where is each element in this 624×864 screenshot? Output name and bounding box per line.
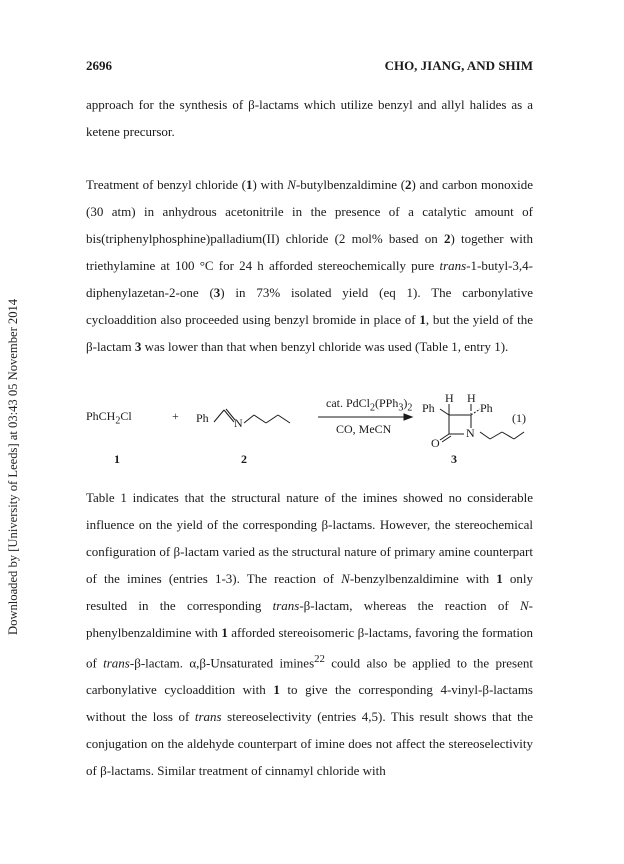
italic-trans: trans [194, 709, 222, 725]
compound-ref: 2 [405, 177, 412, 192]
text-run: was lower than that when benzyl chloride was used (Table 1, entry 1). [141, 339, 509, 354]
formula-part: (PPh [375, 396, 399, 410]
text-run: ) and carbon monoxide (30 atm) in anhydrous acetonitrile in the presence of a catalytic amount of bis(triphenylphosphine)palladium(II) chloride (2 mol% based on [86, 177, 533, 246]
download-watermark [5, 165, 21, 635]
text-run: could also be applied to the present carbonylative cycloaddition with [86, 655, 533, 698]
subscript: 2 [115, 415, 121, 427]
scheme-bonds [86, 378, 533, 468]
text-run: -butylbenzaldimine ( [295, 177, 406, 192]
text-run: -β-lactam, whereas the reaction of [299, 598, 520, 613]
reagent-catalyst [326, 396, 412, 415]
italic-trans: trans [439, 258, 467, 273]
subscript: 3 [398, 402, 404, 414]
italic-n: N [287, 177, 296, 192]
compound-ref: 1 [273, 682, 280, 698]
subscript: 2 [370, 402, 375, 414]
formula-part: PhCH [86, 409, 116, 423]
italic-n: N [520, 598, 529, 613]
compound-ref: 1 [496, 571, 503, 586]
compound-label-3: 3 [451, 452, 457, 466]
product-h-left: H [445, 391, 454, 405]
compound-ref: 1 [246, 177, 253, 192]
text-run: afforded stereoisomeric β-lactams, favoring the formation of [86, 625, 533, 671]
formula-part: cat. PdCl [326, 396, 370, 410]
text-run: ) in 73% isolated yield (eq 1). The carbonylative cycloaddition also proceeded using benzyl bromide in place of [86, 285, 533, 327]
equation-number: (1) [512, 411, 526, 425]
compound-ref: 3 [134, 339, 142, 354]
compound-ref: 2 [443, 231, 451, 246]
formula-part: Cl [120, 409, 132, 423]
italic-trans: trans [103, 655, 130, 671]
imine-phenyl: Ph [196, 411, 209, 425]
compound-label-2: 2 [241, 452, 247, 466]
text-run: ) with [252, 177, 288, 192]
compound-ref: 1 [419, 312, 426, 327]
italic-trans: trans [272, 598, 300, 613]
text-run: -phenylbenzaldimine with [86, 598, 534, 640]
text-run: -1-butyl-3,4-diphenylazetan-2-one ( [86, 258, 533, 300]
product-h-right: H [467, 391, 476, 405]
text-run: -benzylbenzaldimine with [349, 571, 497, 586]
reaction-scheme [86, 378, 533, 468]
text-run: , but the yield of the β-lactam [86, 312, 533, 354]
page-number: 2696 [86, 58, 112, 73]
download-note-text: Downloaded by [University of Leeds] at 03:43 05 November 2014 [6, 298, 20, 635]
compound-ref: 3 [213, 285, 221, 300]
text-run: stereoselectivity (entries 4,5). This result shows that the conjugation on the aldehyde counterpart of imine does not affect the stereoselectivity of β-lactams. Similar treatment of cinnamyl chloride with [86, 709, 533, 779]
paragraph-table-discussion [86, 484, 533, 784]
text-run: ) together with triethylamine at 100 °C for 24 h afforded stereochemically pure [86, 231, 533, 273]
product-oxygen: O [431, 436, 440, 450]
text-run: Table 1 indicates that the structural nature of the imines showed no considerable influence on the yield of the corresponding β-lactams. However, the stereochemical configuration of β-lactam varied as the structural nature of primary amine counterpart of the imines (entries 1-3). The reaction of [86, 490, 533, 586]
imine-nitrogen: N [234, 416, 243, 430]
text-run: Treatment of benzyl chloride ( [86, 177, 247, 192]
formula-part: ) [403, 396, 408, 410]
paragraph-intro: approach for the synthesis of β-lactams which utilize benzyl and allyl halides as a ketene precursor. [86, 97, 533, 139]
paragraph-treatment [86, 171, 533, 360]
running-head: CHO, JIANG, AND SHIM [384, 58, 533, 73]
text-run: only resulted in the corresponding [86, 571, 533, 613]
reactant-benzyl-chloride [86, 409, 132, 428]
citation-superscript: 22 [314, 653, 325, 665]
italic-n: N [341, 571, 350, 586]
product-phenyl-right: Ph [480, 401, 493, 415]
subscript: 2 [407, 402, 413, 414]
text-run: -β-lactam. α,β-Unsaturated imines [129, 655, 315, 671]
reagent-conditions: CO, MeCN [336, 422, 392, 436]
compound-label-1: 1 [114, 452, 120, 466]
text-run: to give the corresponding 4-vinyl-β-lactams without the loss of [86, 682, 533, 725]
compound-ref: 1 [221, 625, 228, 640]
product-nitrogen: N [466, 426, 475, 440]
page-header [86, 58, 533, 78]
plus-sign: + [172, 409, 179, 423]
product-phenyl-left: Ph [422, 401, 435, 415]
